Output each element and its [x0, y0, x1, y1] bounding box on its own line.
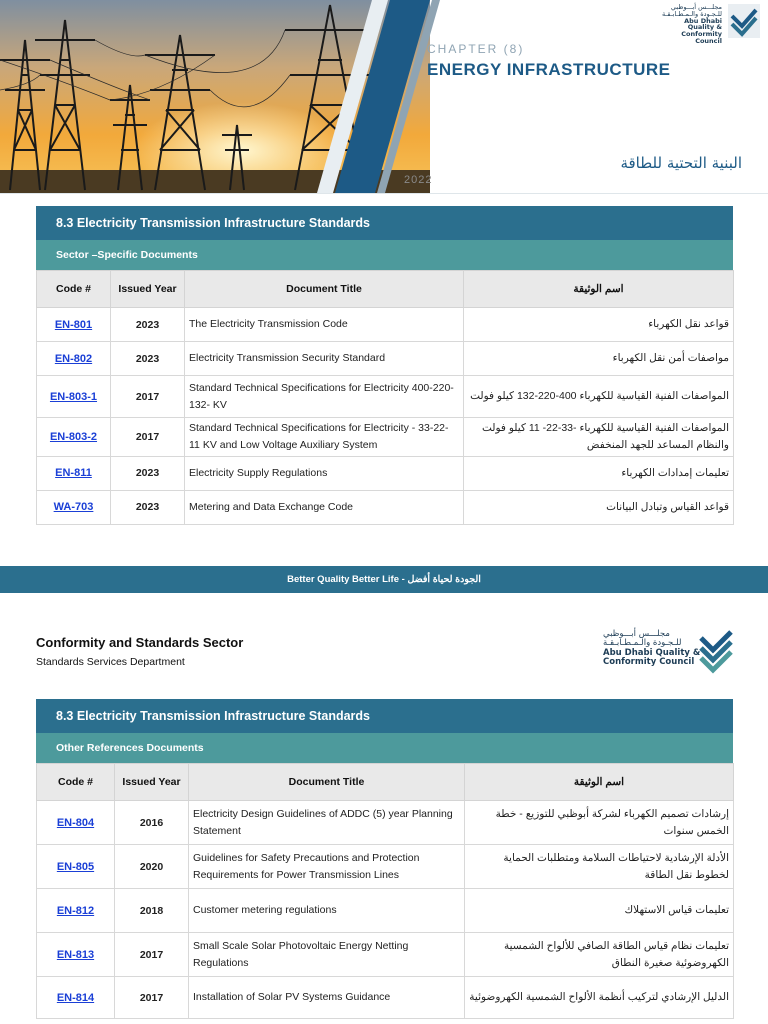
document-title-arabic: تعليمات إمدادات الكهرباء — [464, 456, 734, 490]
documents-table — [36, 763, 734, 1019]
document-title: Electricity Supply Regulations — [185, 456, 464, 490]
table-row — [37, 376, 734, 418]
issued-year: 2018 — [115, 889, 189, 933]
issued-year: 2017 — [111, 418, 185, 457]
table-row — [37, 418, 734, 457]
issued-year: 2017 — [115, 933, 189, 977]
chapter-year: 2022 — [404, 174, 433, 186]
issued-year: 2017 — [111, 376, 185, 418]
section-subtitle: Sector –Specific Documents — [36, 240, 733, 270]
document-title: Standard Technical Specifications for Electricity 400-220-132- KV — [185, 376, 464, 418]
document-title-arabic: تعليمات نظام قياس الطاقة الصافي للألواح الشمسية الكهروضوئية صغيرة النطاق — [465, 933, 734, 977]
document-title-arabic: مواصفات أمن نقل الكهرباء — [464, 342, 734, 376]
table-row — [37, 933, 734, 977]
document-code-link[interactable]: EN-805 — [56, 860, 95, 873]
footer-slogan: Better Quality Better Life - الجودة لحياة أفضل — [287, 574, 481, 585]
logo-arabic-line1: مجلـــس أبـــوظبي — [603, 629, 670, 639]
document-title: Guidelines for Safety Precautions and Protection Requirements for Power Transmission Lines — [189, 845, 465, 889]
table-row — [37, 889, 734, 933]
footer-slogan-band — [0, 566, 768, 593]
documents-table — [36, 270, 734, 525]
document-title: The Electricity Transmission Code — [185, 308, 464, 342]
document-code-link[interactable]: EN-811 — [55, 467, 92, 480]
issued-year: 2016 — [115, 801, 189, 845]
logo-english-line1: Abu Dhabi Quality & — [603, 647, 701, 658]
column-code: Code # — [37, 764, 115, 801]
table-row — [37, 490, 734, 524]
chapter-label: CHAPTER (8) — [427, 42, 525, 56]
sector-heading: Conformity and Standards Sector — [36, 635, 244, 650]
issued-year: 2023 — [111, 308, 185, 342]
document-code-link[interactable]: EN-803-2 — [49, 430, 98, 443]
document-title-arabic: المواصفات الفنية القياسية للكهرباء -33-22- 11 كيلو فولت والنظام المساعد للجهد المنخفض — [464, 418, 734, 457]
document-title: Electricity Transmission Security Standard — [185, 342, 464, 376]
table-header-row — [37, 271, 734, 308]
document-title: Customer metering regulations — [189, 889, 465, 933]
document-title: Metering and Data Exchange Code — [185, 490, 464, 524]
logo-english-line2: Conformity Council — [681, 30, 722, 46]
section-title: 8.3 Electricity Transmission Infrastructure Standards — [36, 206, 733, 240]
issued-year: 2020 — [115, 845, 189, 889]
document-code-link[interactable]: EN-803-1 — [49, 390, 98, 403]
issued-year: 2023 — [111, 456, 185, 490]
document-title: Electricity Design Guidelines of ADDC (5) year Planning Statement — [189, 801, 465, 845]
document-title-arabic: تعليمات قياس الاستهلاك — [465, 889, 734, 933]
document-title-arabic: الدليل الإرشادي لتركيب أنظمة الألواح الشمسية الكهروضوئية — [465, 977, 734, 1019]
document-title: Installation of Solar PV Systems Guidance — [189, 977, 465, 1019]
document-title: Small Scale Solar Photovoltaic Energy Netting Regulations — [189, 933, 465, 977]
table-row — [37, 456, 734, 490]
document-code-link[interactable]: EN-812 — [56, 904, 95, 917]
document-title: Standard Technical Specifications for Electricity - 33-22- 11 KV and Low Voltage Auxiliary System — [185, 418, 464, 457]
issued-year: 2023 — [111, 490, 185, 524]
chapter-title-arabic: البنية التحتية للطاقة — [620, 154, 742, 172]
document-title-arabic: إرشادات تصميم الكهرباء لشركة أبوظبي للتوزيع - خطة الخمس سنوات — [465, 801, 734, 845]
document-code-link[interactable]: EN-801 — [54, 318, 93, 331]
section-title: 8.3 Electricity Transmission Infrastructure Standards — [36, 699, 733, 733]
column-year: Issued Year — [111, 271, 185, 308]
column-code: Code # — [37, 271, 111, 308]
council-logo-mark — [697, 628, 735, 674]
column-title-arabic: اسم الوثيقة — [465, 764, 734, 801]
document-code-link[interactable]: EN-813 — [56, 948, 95, 961]
table-header-row — [37, 764, 734, 801]
document-title-arabic: الأدلة الإرشادية لاحتياطات السلامة ومتطلبات الحماية لخطوط نقل الطاقة — [465, 845, 734, 889]
column-title-arabic: اسم الوثيقة — [464, 271, 734, 308]
table-row — [37, 342, 734, 376]
document-title-arabic: المواصفات الفنية القياسية للكهرباء 400-220-132 كيلو فولت — [464, 376, 734, 418]
logo-arabic-line2: للـجـودة والـمـطـابـقـة — [603, 638, 682, 649]
council-logo-mark — [728, 4, 760, 38]
logo-english-line2: Conformity Council — [603, 657, 695, 668]
issued-year: 2023 — [111, 342, 185, 376]
section-other-references — [36, 699, 733, 1019]
section-specific-documents — [36, 206, 733, 525]
column-year: Issued Year — [115, 764, 189, 801]
issued-year: 2017 — [115, 977, 189, 1019]
chapter-title: ENERGY INFRASTRUCTURE — [427, 60, 671, 79]
section-subtitle: Other References Documents — [36, 733, 733, 763]
table-row — [37, 801, 734, 845]
department-heading: Standards Services Department — [36, 656, 185, 668]
column-title: Document Title — [189, 764, 465, 801]
document-code-link[interactable]: WA-703 — [53, 501, 94, 514]
council-logo — [603, 628, 735, 678]
table-row — [37, 308, 734, 342]
logo-arabic-line2: للـجـودة والـمـطـابـقـة — [662, 9, 722, 18]
council-logo — [660, 3, 760, 46]
table-row — [37, 845, 734, 889]
chapter-banner — [0, 0, 768, 194]
table-row — [37, 977, 734, 1019]
document-code-link[interactable]: EN-804 — [56, 816, 95, 829]
document-title-arabic: قواعد القياس وتبادل البيانات — [464, 490, 734, 524]
logo-english-line1: Abu Dhabi Quality & — [684, 16, 722, 32]
column-title: Document Title — [185, 271, 464, 308]
document-title-arabic: قواعد نقل الكهرباء — [464, 308, 734, 342]
document-code-link[interactable]: EN-814 — [56, 991, 95, 1004]
logo-arabic-line1: مجلـــس أبـــوظبي — [670, 3, 722, 11]
document-code-link[interactable]: EN-802 — [54, 352, 93, 365]
